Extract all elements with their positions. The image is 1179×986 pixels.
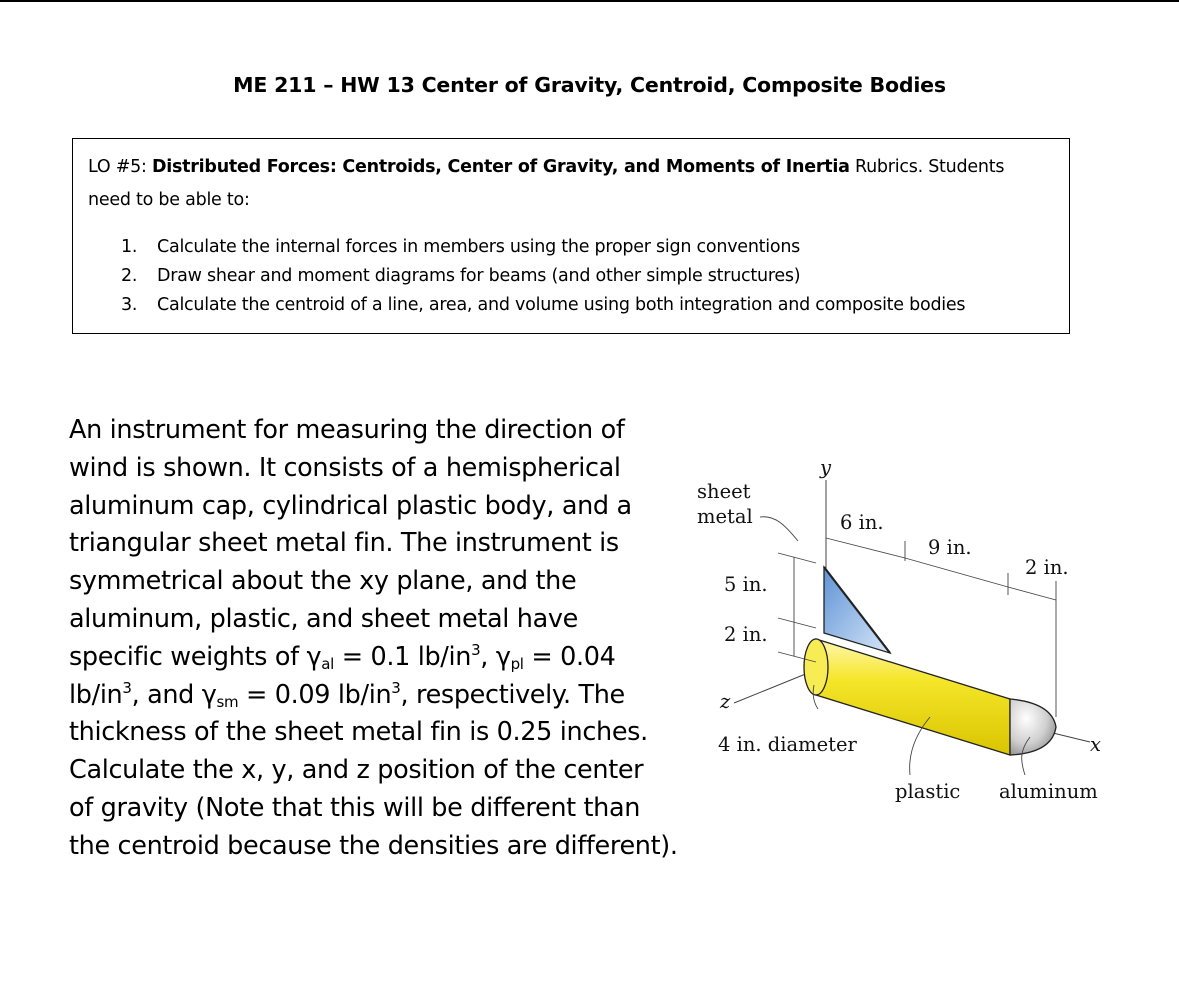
lo-list bbox=[121, 233, 965, 320]
label-plastic: plastic bbox=[895, 780, 961, 803]
label-9in: 9 in. bbox=[928, 536, 972, 559]
lo-suffix: Rubrics. Students bbox=[849, 157, 1005, 177]
label-metal: metal bbox=[697, 505, 753, 528]
page-title: ME 211 – HW 13 Center of Gravity, Centroid, Composite Bodies bbox=[233, 73, 946, 97]
dim-ext-mid bbox=[778, 618, 816, 628]
learning-objective-box bbox=[72, 138, 1070, 334]
label-aluminum: aluminum bbox=[999, 780, 1098, 803]
label-z-axis: z bbox=[720, 690, 731, 713]
instrument-figure bbox=[690, 455, 1130, 825]
list-item: 3. Calculate the centroid of a line, area, and volume using both integration and composite bodies bbox=[121, 295, 966, 315]
label-6in: 6 in. bbox=[840, 511, 884, 534]
dim-ext-top bbox=[778, 553, 816, 563]
label-x-axis: x bbox=[1090, 733, 1101, 756]
lo-prefix: LO #5: bbox=[88, 157, 152, 177]
top-rule bbox=[0, 0, 1179, 2]
label-2in-left: 2 in. bbox=[724, 623, 768, 646]
label-5in: 5 in. bbox=[724, 573, 768, 596]
dim-line-2in-right bbox=[1008, 587, 1056, 600]
cylinder-end-face bbox=[804, 639, 828, 695]
label-sheet: sheet bbox=[697, 480, 751, 503]
label-2in-right: 2 in. bbox=[1025, 556, 1069, 579]
dim-line-9in bbox=[905, 558, 1008, 587]
sheet-metal-leader bbox=[760, 517, 798, 541]
list-item: 2. Draw shear and moment diagrams for beams (and other simple structures) bbox=[121, 266, 801, 286]
dim-line-6in bbox=[826, 538, 905, 558]
label-diameter: 4 in. diameter bbox=[718, 733, 857, 756]
lo-bold-title: Distributed Forces: Centroids, Center of Gravity, and Moments of Inertia bbox=[151, 157, 850, 177]
learning-objective-text bbox=[88, 151, 1048, 217]
label-y-axis: y bbox=[820, 456, 832, 479]
list-item: 1. Calculate the internal forces in members using the proper sign conventions bbox=[121, 237, 801, 257]
lo-line2: need to be able to: bbox=[88, 190, 250, 210]
z-axis-line bbox=[734, 673, 808, 703]
problem-statement: An instrument for measuring the direction of wind is shown. It consists of a hemispherical aluminum cap, cylindrical plastic body, and a triangular sheet metal fin. The instrument is symmetrical about the xy plane, and the aluminum, plastic, and sheet metal have specific weights of $\gamma_{al} = 0.1$ $lb/in^3$, $\gamma_{pl} = 0.04$ $lb/in^3$, and $\gamma_{sm} = 0.09$ $lb/in^3$, respectively. The thickness of the sheet metal fin is 0.25 inches. Calculate the x, y, and z position of the center of gravity (Note that this will be different than the centroid because the densities are different). bbox=[69, 415, 678, 861]
aluminum-cap bbox=[1010, 699, 1056, 755]
